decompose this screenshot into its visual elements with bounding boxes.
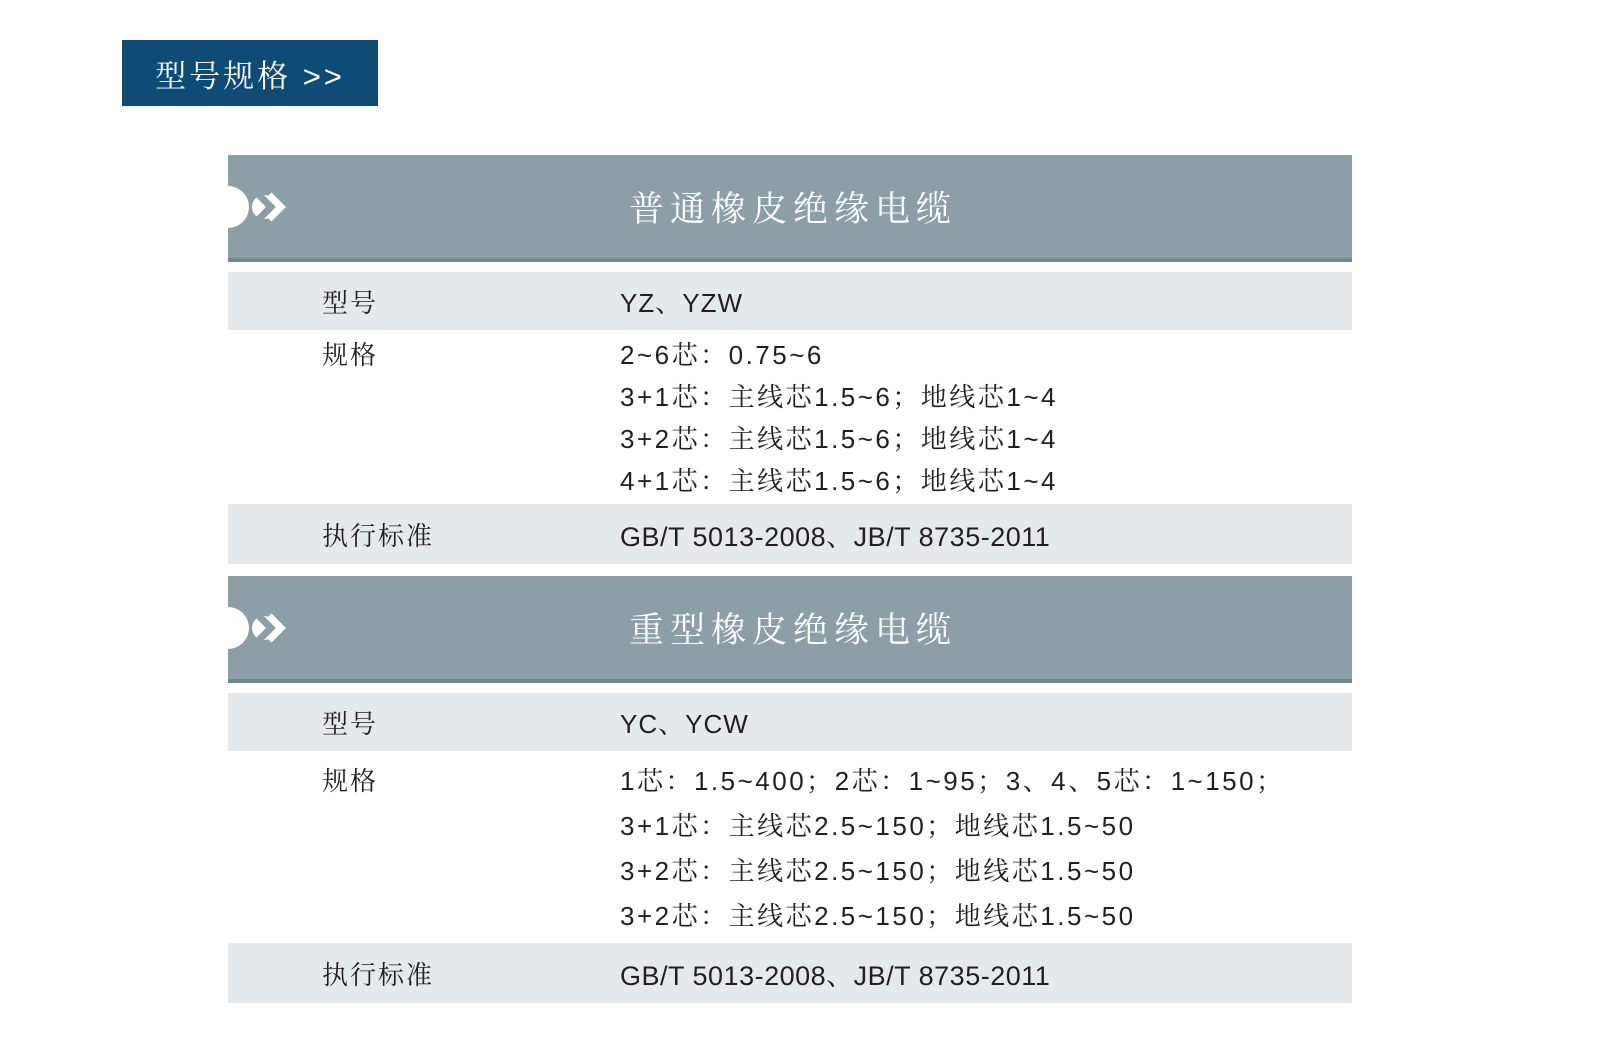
circle-arrow-icon: [252, 612, 286, 644]
section-title-badge-label: 型号规格 >>: [155, 58, 345, 94]
table-header-ordinary: [228, 155, 1352, 262]
table-ordinary-cable: [228, 155, 1352, 564]
row-label: 执行标准: [322, 520, 435, 551]
table-title: 重型橡皮绝缘电缆: [628, 610, 957, 650]
spec-line: 3+1芯：主线芯2.5~150；地线芯1.5~50: [620, 811, 1136, 841]
table-row-standard: [228, 504, 1352, 564]
table-row-spec: [228, 751, 1352, 943]
spec-line: 3+1芯：主线芯1.5~6；地线芯1~4: [620, 382, 1058, 412]
row-value: GB/T 5013-2008、JB/T 8735-2011: [620, 521, 1051, 552]
spec-tables: [228, 155, 1352, 1003]
table-heavy-cable: [228, 576, 1352, 1003]
spec-line: 4+1芯：主线芯1.5~6；地线芯1~4: [620, 466, 1058, 496]
row-value: YZ、YZW: [620, 287, 743, 318]
table-row-model: [228, 272, 1352, 330]
row-label: 型号: [322, 708, 379, 739]
spec-line: 1芯：1.5~400；2芯：1~95；3、4、5芯：1~150；: [620, 766, 1285, 796]
table-row-model: [228, 693, 1352, 751]
table-row-spec: [228, 330, 1352, 504]
row-label: 规格: [322, 340, 379, 370]
spec-line: 3+2芯：主线芯2.5~150；地线芯1.5~50: [620, 856, 1136, 886]
edge-circle-decoration: [207, 186, 249, 228]
table-title: 普通橡皮绝缘电缆: [628, 189, 957, 229]
row-label: 规格: [322, 766, 379, 796]
circle-arrow-icon: [252, 191, 286, 223]
table-row-standard: [228, 943, 1352, 1003]
row-value: YC、YCW: [620, 708, 749, 739]
section-title-badge: [122, 40, 378, 106]
spec-lines: [620, 334, 1058, 502]
spec-line: 2~6芯：0.75~6: [620, 340, 824, 370]
spec-lines: [620, 759, 1285, 939]
row-value: GB/T 5013-2008、JB/T 8735-2011: [620, 960, 1051, 991]
row-label: 型号: [322, 287, 379, 318]
edge-circle-decoration: [207, 607, 249, 649]
row-label: 执行标准: [322, 959, 435, 990]
spec-line: 3+2芯：主线芯1.5~6；地线芯1~4: [620, 424, 1058, 454]
spec-line: 3+2芯：主线芯2.5~150；地线芯1.5~50: [620, 901, 1136, 931]
table-header-heavy: [228, 576, 1352, 683]
